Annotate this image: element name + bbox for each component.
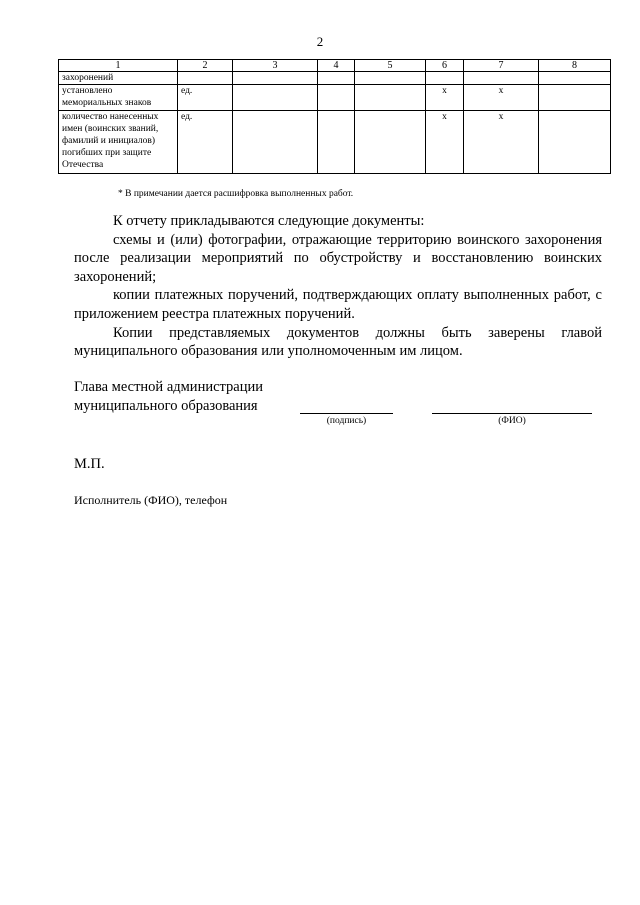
stamp-label: М.П. xyxy=(74,456,105,472)
signature-caption: (подпись) xyxy=(326,416,367,426)
report-table xyxy=(58,59,611,174)
table-cell xyxy=(233,72,318,85)
table-header-cell: 4 xyxy=(318,60,355,72)
table-cell: х xyxy=(464,111,539,174)
name-line xyxy=(432,413,592,414)
table-cell xyxy=(539,72,611,85)
table-cell xyxy=(355,85,426,111)
table-cell xyxy=(233,85,318,111)
table-cell: количество нанесенных имен (воинских званий, фамилий и инициалов) погибших при защите Отечества xyxy=(59,111,178,174)
signature-block xyxy=(74,378,263,416)
name-caption: (ФИО) xyxy=(498,416,526,426)
table-cell xyxy=(464,72,539,85)
table-cell xyxy=(539,85,611,111)
body-text xyxy=(74,212,602,361)
table-cell: х xyxy=(464,85,539,111)
table-header-cell: 7 xyxy=(464,60,539,72)
table-cell xyxy=(426,72,464,85)
table-cell: установлено мемориальных знаков xyxy=(59,85,178,111)
table-cell xyxy=(318,72,355,85)
table-cell xyxy=(355,72,426,85)
signature-line xyxy=(300,413,393,414)
table-header-cell: 3 xyxy=(233,60,318,72)
table-header-cell: 1 xyxy=(59,60,178,72)
paragraph-certification: Копии представляемых документов должны быть заверены главой муниципального образования или уполномоченным им лицом. xyxy=(74,324,602,360)
paragraph-attachments-intro: К отчету прикладываются следующие документы: xyxy=(113,213,425,229)
table-cell xyxy=(178,72,233,85)
table-row xyxy=(59,72,611,85)
table-header-cell: 5 xyxy=(355,60,426,72)
table-header-cell: 6 xyxy=(426,60,464,72)
table-cell xyxy=(233,111,318,174)
executor-label: Исполнитель (ФИО), телефон xyxy=(74,493,228,507)
table-header-row xyxy=(59,60,611,72)
signatory-title-line1: Глава местной администрации xyxy=(74,379,264,395)
table-cell: х xyxy=(426,85,464,111)
table-cell: ед. xyxy=(178,111,233,174)
page-number: 2 xyxy=(316,34,324,49)
table-header-cell: 8 xyxy=(539,60,611,72)
table-cell: захоронений xyxy=(59,72,178,85)
table-cell xyxy=(539,111,611,174)
table-row xyxy=(59,85,611,111)
table-cell xyxy=(318,85,355,111)
table-header-cell: 2 xyxy=(178,60,233,72)
table-cell xyxy=(318,111,355,174)
table-cell: х xyxy=(426,111,464,174)
paragraph-payment-orders: копии платежных поручений, подтверждающих оплату выполненных работ, с приложением реестра платежных поручений. xyxy=(74,287,602,322)
paragraph-schemes-photos: схемы и (или) фотографии, отражающие территорию воинского захоронения после реализации мероприятий по обустройству и восстановлению воинских захоронений; xyxy=(74,231,602,285)
table-row xyxy=(59,111,611,174)
table-cell xyxy=(355,111,426,174)
signatory-title-line2: муниципального образования xyxy=(74,398,258,414)
footnote: * В примечании дается расшифровка выполненных работ. xyxy=(118,189,354,199)
table-cell: ед. xyxy=(178,85,233,111)
